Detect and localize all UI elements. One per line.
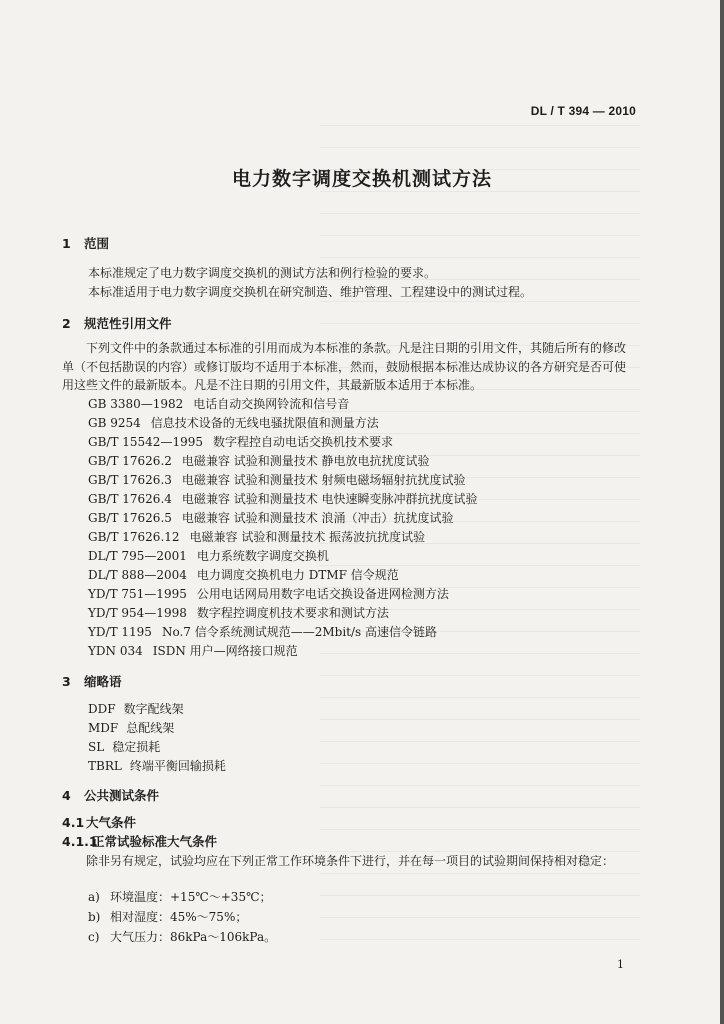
section-number: 2 <box>62 316 71 331</box>
section-4-1-1-intro <box>62 852 636 871</box>
reference-code: DL/T 888—2004 <box>88 568 187 582</box>
reference-item <box>88 452 430 469</box>
subsection-number: 4.1 <box>62 815 85 830</box>
condition-text: 环境温度：+15℃～+35℃； <box>110 890 272 904</box>
reference-item <box>88 623 437 640</box>
condition-item <box>88 928 276 945</box>
subsection-4-1-1-heading <box>62 832 217 850</box>
abbreviation-term: DDF <box>88 702 116 716</box>
reference-title: No.7 信令系统测试规范——2Mbit/s 高速信令链路 <box>161 625 438 639</box>
page-number: 1 <box>617 958 624 971</box>
reference-title: 公用电话网局用数字电话交换设备进网检测方法 <box>196 587 449 601</box>
section-number: 4 <box>62 788 71 803</box>
section-title: 缩略语 <box>84 674 122 689</box>
reference-code: YDN 034 <box>88 644 143 658</box>
abbreviation-term: MDF <box>88 721 119 735</box>
reference-title: 电磁兼容 试验和测量技术 射频电磁场辐射抗扰度试验 <box>181 473 466 487</box>
reference-item <box>88 490 478 507</box>
reference-title: 电磁兼容 试验和测量技术 振荡波抗扰度试验 <box>189 530 426 544</box>
section-1-line-1: 本标准规定了电力数字调度交换机的测试方法和例行检验的要求。 <box>88 266 437 280</box>
abbreviation-item <box>88 738 160 755</box>
reference-item <box>88 604 389 621</box>
abbreviation-term: SL <box>88 740 105 754</box>
reference-code: YD/T 1195 <box>88 625 152 639</box>
reference-title: 数字程控自动电话交换机技术要求 <box>212 435 393 449</box>
reference-code: GB/T 17626.3 <box>88 473 172 487</box>
section-2-intro-text: 下列文件中的条款通过本标准的引用而成为本标准的条款。凡是注日期的引用文件，其随后所有的修改单（不包括勘误的内容）或修订版均不适用于本标准，然而，鼓励根据本标准达成协议的各方研究是否可使用这些文件的最新版本。凡是不注日期的引用文件，其最新版本适用于本标准。 <box>62 341 627 392</box>
abbreviation-meaning: 总配线架 <box>126 721 175 735</box>
abbreviation-term: TBRL <box>88 759 122 773</box>
reference-item <box>88 642 298 659</box>
section-1-heading <box>62 234 109 252</box>
subsection-title: 大气条件 <box>86 815 137 830</box>
abbreviation-meaning: 终端平衡回输损耗 <box>129 759 226 773</box>
reference-item <box>88 566 399 583</box>
reference-title: ISDN 用户—网络接口规范 <box>152 644 298 658</box>
reference-item <box>88 414 379 431</box>
reference-code: GB 9254 <box>88 416 141 430</box>
subsection-number: 4.1.1 <box>62 834 98 849</box>
reference-item <box>88 547 329 564</box>
section-1-line-2: 本标准适用于电力数字调度交换机在研究制造、维护管理、工程建设中的测试过程。 <box>88 285 533 299</box>
reference-title: 信息技术设备的无线电骚扰限值和测量方法 <box>150 416 379 430</box>
reference-code: GB/T 17626.12 <box>88 530 180 544</box>
section-number: 3 <box>62 674 71 689</box>
reference-code: GB 3380—1982 <box>88 397 184 411</box>
reference-item <box>88 395 349 412</box>
reference-title: 数字程控调度机技术要求和测试方法 <box>196 606 389 620</box>
reference-title: 电磁兼容 试验和测量技术 电快速瞬变脉冲群抗扰度试验 <box>181 492 478 506</box>
section-title: 规范性引用文件 <box>84 316 172 331</box>
abbreviation-meaning: 稳定损耗 <box>112 740 161 754</box>
reference-code: YD/T 954—1998 <box>88 606 187 620</box>
condition-item <box>88 888 272 905</box>
condition-marker: a) <box>88 890 100 904</box>
section-number: 1 <box>62 236 71 251</box>
abbreviation-item <box>88 719 174 736</box>
reference-item <box>88 585 449 602</box>
condition-text: 相对湿度：45%～75%； <box>110 910 248 924</box>
standard-code: DL / T 394 — 2010 <box>530 104 636 118</box>
section-title: 公共测试条件 <box>84 788 160 803</box>
condition-text: 大气压力：86kPa～106kPa。 <box>110 930 277 944</box>
reference-code: GB/T 17626.2 <box>88 454 172 468</box>
scan-edge <box>720 0 724 1024</box>
reference-item <box>88 471 466 488</box>
reference-code: YD/T 751—1995 <box>88 587 187 601</box>
reference-title: 电磁兼容 试验和测量技术 静电放电抗扰度试验 <box>181 454 430 468</box>
abbreviation-meaning: 数字配线架 <box>123 702 184 716</box>
subsection-4-1-heading <box>62 813 136 831</box>
reference-title: 电力系统数字调度交换机 <box>196 549 329 563</box>
subsection-title: 正常试验标准大气条件 <box>92 834 218 849</box>
section-3-heading <box>62 672 122 690</box>
reference-code: GB/T 15542—1995 <box>88 435 203 449</box>
section-title: 范围 <box>84 236 110 251</box>
section-4-1-1-intro-text: 除非另有规定，试验均应在下列正常工作环境条件下进行，并在每一项目的试验期间保持相对稳定： <box>86 854 615 868</box>
abbreviation-item <box>88 700 184 717</box>
document-title: 电力数字调度交换机测试方法 <box>231 168 492 190</box>
reference-item <box>88 528 425 545</box>
abbreviation-item <box>88 757 226 774</box>
reference-title: 电话自动交换网铃流和信号音 <box>193 397 350 411</box>
reference-title: 电力调度交换机电力 DTMF 信令规范 <box>196 568 399 582</box>
reference-code: DL/T 795—2001 <box>88 549 187 563</box>
condition-item <box>88 908 247 925</box>
section-2-intro <box>62 339 636 395</box>
reference-title: 电磁兼容 试验和测量技术 浪涌（冲击）抗扰度试验 <box>181 511 454 525</box>
condition-marker: c) <box>88 930 100 944</box>
reference-code: GB/T 17626.5 <box>88 511 172 525</box>
condition-marker: b) <box>88 910 101 924</box>
section-2-heading <box>62 314 172 332</box>
reference-item <box>88 509 454 526</box>
reference-item <box>88 433 393 450</box>
reference-code: GB/T 17626.4 <box>88 492 172 506</box>
section-4-heading <box>62 786 159 804</box>
